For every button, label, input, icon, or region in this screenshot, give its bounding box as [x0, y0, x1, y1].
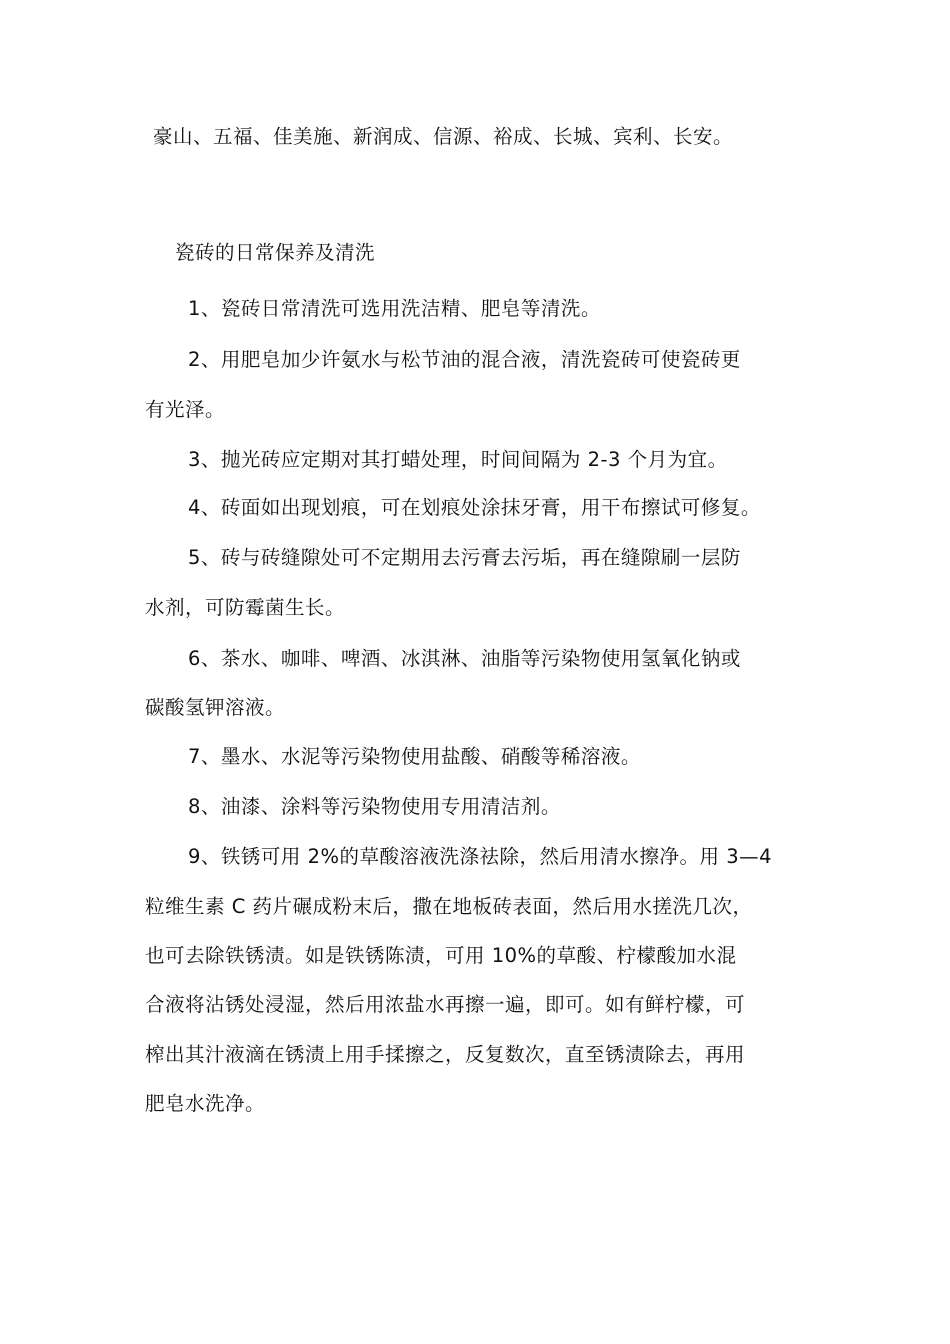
item-5-line-2: 水剂，可防霉菌生长。 — [145, 596, 346, 619]
item-9-line-5: 榨出其汁液滴在锈渍上用手揉擦之，反复数次，直至锈渍除去，再用 — [145, 1043, 746, 1066]
item-7-line-1: 7、墨水、水泥等污染物使用盐酸、硝酸等稀溶液。 — [188, 745, 641, 768]
item-6-line-2: 碳酸氢钾溶液。 — [145, 696, 286, 719]
item-6-line-1: 6、茶水、咖啡、啤酒、冰淇淋、油脂等污染物使用氢氧化钠或 — [188, 647, 741, 670]
item-3-line-1: 3、抛光砖应定期对其打蜡处理，时间间隔为 2-3 个月为宜。 — [188, 448, 728, 471]
item-2-line-2: 有光泽。 — [145, 398, 226, 421]
item-4-line-1: 4、砖面如出现划痕，可在划痕处涂抹牙膏，用干布擦试可修复。 — [188, 496, 761, 519]
item-2-line-1: 2、用肥皂加少许氨水与松节油的混合液，清洗瓷砖可使瓷砖更 — [188, 348, 741, 371]
item-9-line-1: 9、铁锈可用 2%的草酸溶液洗涤祛除，然后用清水擦净。用 3—4 — [188, 845, 773, 868]
item-5-line-1: 5、砖与砖缝隙处可不定期用去污膏去污垢，再在缝隙刷一层防 — [188, 546, 741, 569]
item-1-line-1: 1、瓷砖日常清洗可选用洗洁精、肥皂等清洗。 — [188, 297, 601, 320]
section-title: 瓷砖的日常保养及清洗 — [175, 241, 376, 264]
item-8-line-1: 8、油漆、涂料等污染物使用专用清洁剂。 — [188, 795, 561, 818]
item-9-line-6: 肥皂水洗净。 — [145, 1092, 266, 1115]
brands-line: 豪山、五福、佳美施、新润成、信源、裕成、长城、宾利、长安。 — [153, 125, 734, 148]
item-9-line-4: 合液将沾锈处浸湿，然后用浓盐水再擦一遍，即可。如有鲜柠檬，可 — [145, 993, 746, 1016]
item-9-line-2: 粒维生素 C 药片碾成粉末后，撒在地板砖表面，然后用水搓洗几次， — [145, 895, 753, 918]
item-9-line-3: 也可去除铁锈渍。如是铁锈陈渍，可用 10%的草酸、柠檬酸加水混 — [145, 944, 737, 967]
